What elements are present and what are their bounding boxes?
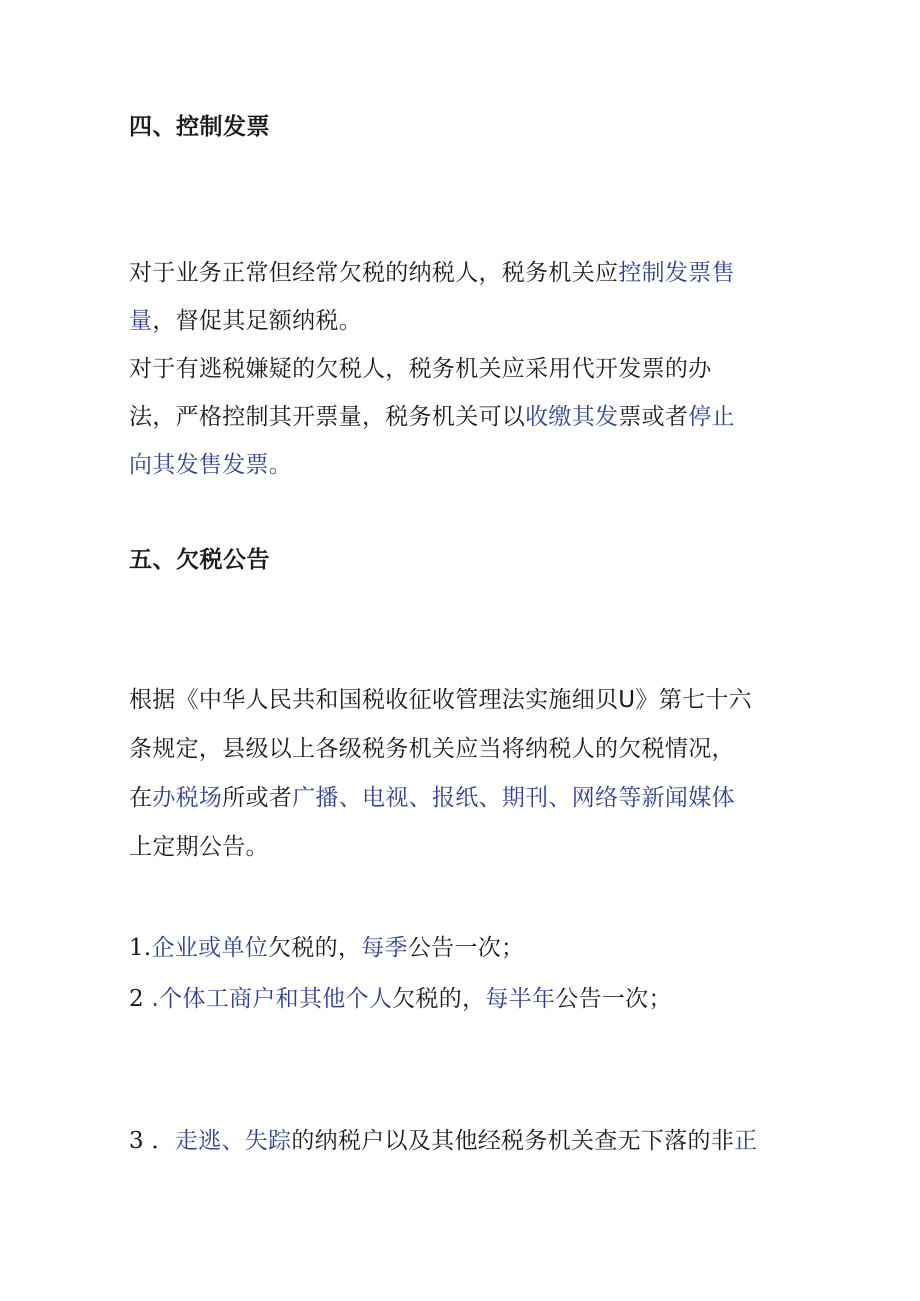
highlighted-text: 向其发售发票。 [129, 452, 293, 478]
highlighted-text: 办税场 [152, 785, 223, 811]
text-run: 欠税的， [392, 986, 486, 1012]
list-item [129, 984, 672, 1014]
highlighted-text: 正 [734, 1128, 758, 1154]
highlighted-text: 控制发票售 [618, 260, 735, 286]
list-number: 2 [129, 986, 152, 1012]
highlighted-text: 走逃、失踪 [174, 1128, 292, 1154]
highlighted-text: 广播、电视、报纸、期刊、网络等新闻媒体 [292, 785, 735, 811]
paragraph-line [129, 450, 292, 480]
paragraph-line [129, 306, 362, 336]
paragraph-line [129, 734, 735, 764]
text-run: 在 [129, 785, 153, 811]
text-run: 欠税的， [268, 935, 362, 961]
section-4-heading: 四、控制发票 [129, 114, 270, 140]
text-run: 上定期公告。 [129, 834, 269, 860]
text-run: 的纳税户以及其他经税务机关查无下落的非 [291, 1128, 735, 1154]
text-run: ． [151, 1128, 175, 1154]
text-run: 对于业务正常但经常欠税的纳税人，税务机关应 [129, 260, 619, 286]
paragraph-line [129, 832, 269, 862]
list-number: 1. [129, 935, 152, 961]
list-item [129, 1126, 757, 1156]
paragraph-line [129, 258, 735, 288]
highlighted-text: 企业或单位 [151, 935, 269, 961]
paragraph-line [129, 402, 735, 432]
highlighted-text: .个体工商户和其他个人 [151, 986, 393, 1012]
text-run: 公告一次； [555, 986, 672, 1012]
list-number: 3 [129, 1128, 152, 1154]
paragraph-line [129, 685, 752, 715]
list-item [129, 933, 524, 963]
highlighted-text: 收缴其发 [525, 404, 619, 430]
text-run: 公告一次； [407, 935, 525, 961]
text-run: ，督促其足额纳税。 [152, 308, 363, 334]
text-run: 条规定，县级以上各级税务机关应当将纳税人的欠税情况， [129, 736, 735, 762]
section-5-heading: 五、欠税公告 [129, 547, 270, 573]
text-run: 对于有逃税嫌疑的欠税人，税务机关应采用代开发票的办 [129, 356, 712, 382]
highlighted-text: 停止 [688, 404, 735, 430]
highlighted-text: 量 [129, 308, 153, 334]
text-run: 法，严格控制其开票量，税务机关可以 [129, 404, 526, 430]
paragraph-line [129, 354, 712, 384]
highlighted-text: 每季 [361, 935, 408, 961]
text-run: 票或者 [618, 404, 689, 430]
paragraph-line [129, 783, 735, 813]
text-run: 根据《中华人民共和国税收征收管理法实施细贝U》第七十六 [129, 687, 752, 713]
highlighted-text: 每半年 [485, 986, 556, 1012]
text-run: 所或者 [222, 785, 293, 811]
